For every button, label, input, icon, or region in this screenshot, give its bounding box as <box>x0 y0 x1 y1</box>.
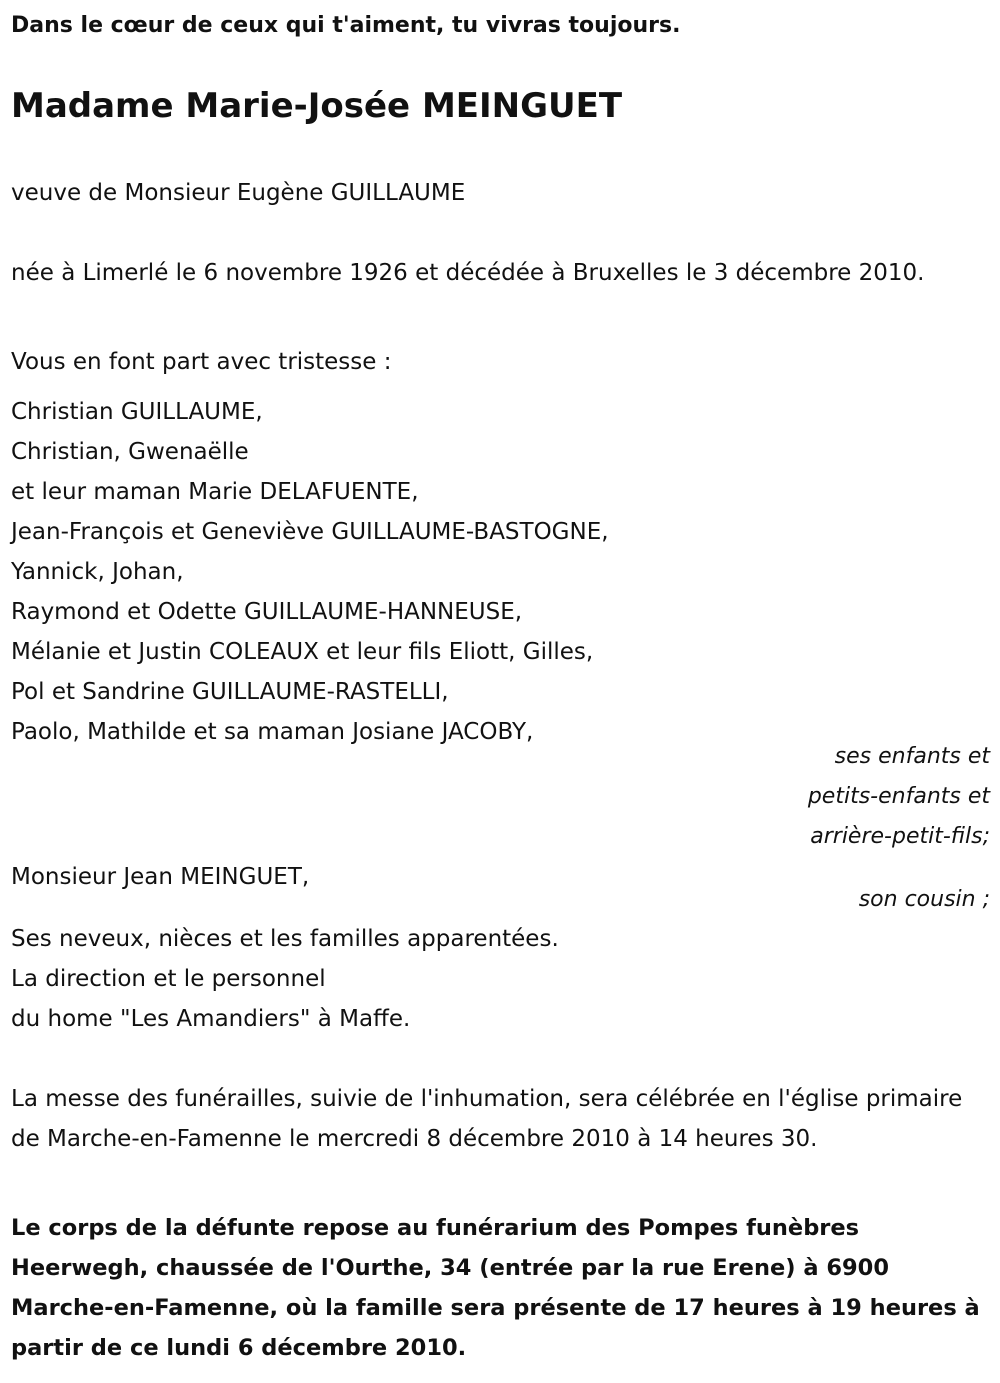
birth-death: née à Limerlé le 6 novembre 1926 et décédée à Bruxelles le 3 décembre 2010. <box>11 260 925 286</box>
intro: Vous en font part avec tristesse : <box>11 349 392 375</box>
mass-info: La messe des funérailles, suivie de l'inhumation, sera célébrée en l'église primaire de Marche-en-Famenne le mercredi 8 décembre 2010 à 14 heures 30. <box>11 1086 963 1152</box>
viewing-info: Le corps de la défunte repose au funérarium des Pompes funèbres Heerwegh, chaussée de l'Ourthe, 34 (entrée par la rue Erene) à 6900 Marche-en-Famenne, où la famille sera présente de 17 heures à 19 heures à partir de ce lundi 6 décembre 2010. <box>11 1215 980 1361</box>
role-line: ses enfants et <box>834 744 990 769</box>
family-line: Raymond et Odette GUILLAUME-HANNEUSE, <box>11 599 523 625</box>
family-line: Christian, Gwenaëlle <box>11 439 249 465</box>
family-role <box>11 737 990 857</box>
cousin: Monsieur Jean MEINGUET, <box>11 864 310 890</box>
family-line: et leur maman Marie DELAFUENTE, <box>11 479 419 505</box>
epigraph: Dans le cœur de ceux qui t'aiment, tu vivras toujours. <box>11 13 681 38</box>
family-line: Mélanie et Justin COLEAUX et leur fils Eliott, Gilles, <box>11 639 594 665</box>
role-line: arrière-petit-fils; <box>810 824 990 849</box>
family-line: Jean-François et Geneviève GUILLAUME-BASTOGNE, <box>11 519 609 545</box>
role-line: petits-enfants et <box>807 784 990 809</box>
family-list <box>11 392 990 752</box>
widow-of: veuve de Monsieur Eugène GUILLAUME <box>11 180 466 206</box>
family-line: Pol et Sandrine GUILLAUME-RASTELLI, <box>11 679 449 705</box>
deceased-name: Madame Marie-Josée MEINGUET <box>11 86 623 126</box>
others-line: Ses neveux, nièces et les familles apparentées. <box>11 926 559 952</box>
others-list <box>11 919 990 1039</box>
family-line: Christian GUILLAUME, <box>11 399 263 425</box>
others-line: du home "Les Amandiers" à Maffe. <box>11 1006 411 1032</box>
family-line: Yannick, Johan, <box>11 559 184 585</box>
family-line: Paolo, Mathilde et sa maman Josiane JACOBY, <box>11 719 534 745</box>
others-line: La direction et le personnel <box>11 966 326 992</box>
cousin-role: son cousin ; <box>858 887 990 912</box>
